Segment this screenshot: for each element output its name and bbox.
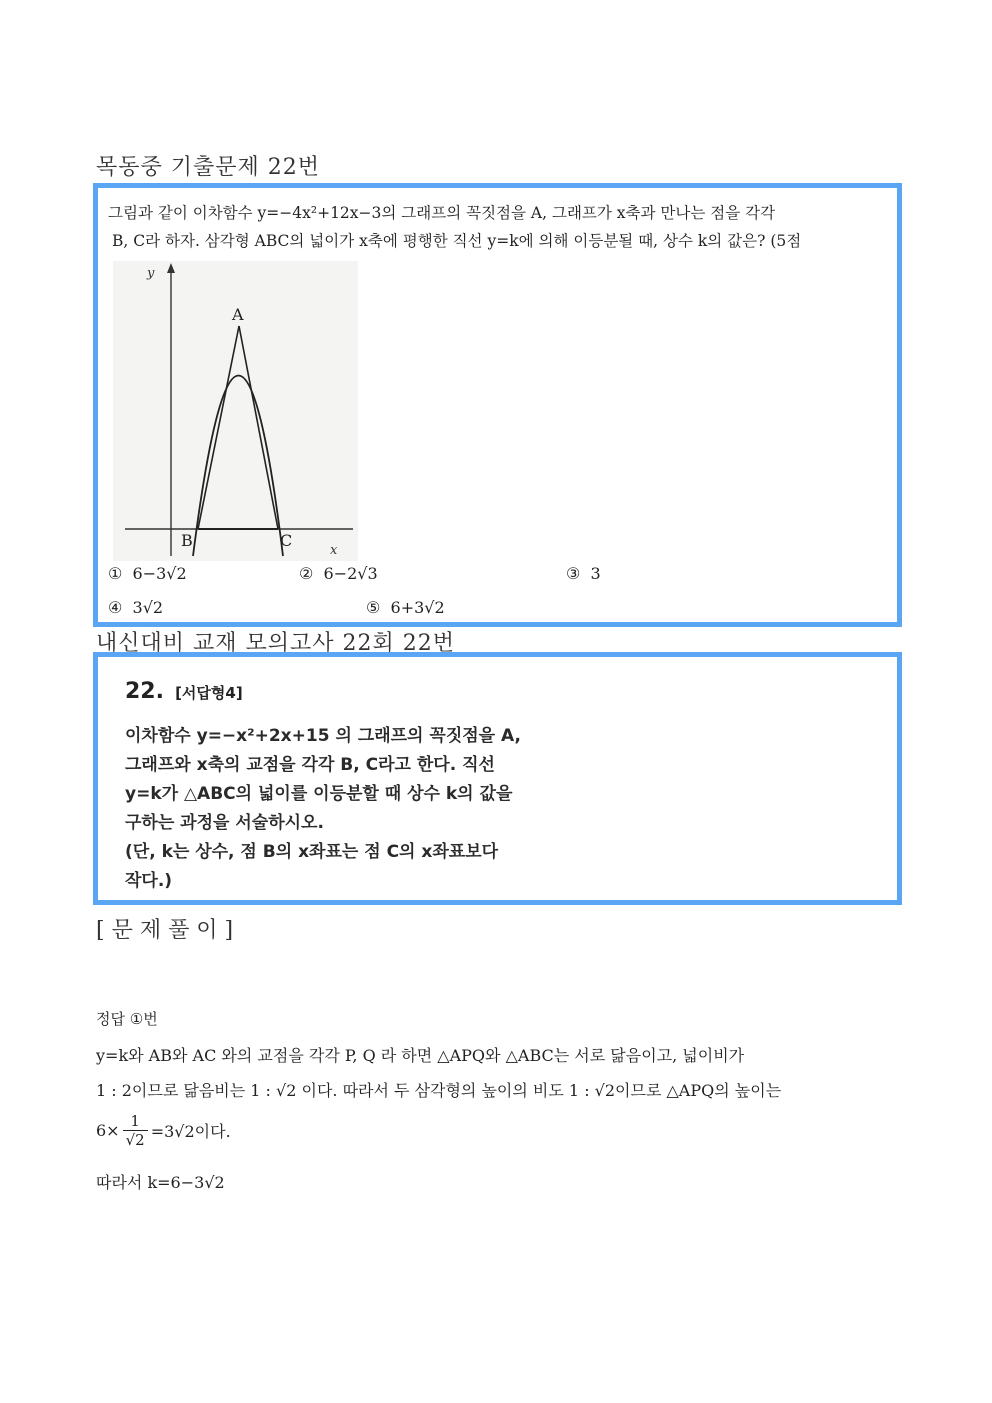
solution-line4: 따라서 k=6−3√2: [96, 1173, 225, 1192]
choice-2-num: ②: [299, 564, 314, 583]
solution-line2: 1 : 2이므로 닮음비는 1 : √2 이다. 따라서 두 삼각형의 높이의 비도 1 : √2이므로 △APQ의 높이는: [96, 1081, 782, 1100]
choice-5-text: 6+3√2: [390, 598, 445, 617]
choice-5: [366, 598, 445, 617]
problem2-line1: 이차함수 y=−x²+2x+15 의 그래프의 꼭짓점을 A,: [125, 726, 521, 746]
parabola-figure: [113, 261, 358, 561]
choice-1-text: 6−3√2: [132, 564, 187, 583]
problem2-box: [93, 652, 902, 905]
problem2-line5: (단, k는 상수, 점 B의 x좌표는 점 C의 x좌표보다: [125, 842, 499, 862]
choice-5-num: ⑤: [366, 598, 381, 617]
choice-4-num: ④: [108, 598, 123, 617]
figure-label-x: x: [330, 543, 338, 558]
problem2-line3: y=k가 △ABC의 넓이를 이등분할 때 상수 k의 값을: [125, 784, 513, 804]
problem2-number: 22.: [125, 679, 164, 704]
problem1-box: [93, 183, 902, 627]
choice-1: [108, 564, 187, 583]
solution-line3-prefix: 6×: [96, 1121, 120, 1140]
problem1-line1: 그림과 같이 이차함수 y=−4x²+12x−3의 그래프의 꼭짓점을 A, 그래프가 x축과 만나는 점을 각각: [108, 204, 776, 222]
figure-label-y: y: [147, 266, 155, 281]
fraction-denominator: √2: [123, 1130, 148, 1149]
problem2-line4: 구하는 과정을 서술하시오.: [125, 813, 324, 833]
choice-4: [108, 598, 163, 617]
solution-line1: y=k와 AB와 AC 와의 교점을 각각 P, Q 라 하면 △APQ와 △ABC는 서로 닮음이고, 넓이비가: [96, 1046, 745, 1065]
problem2-type: [서답형4]: [175, 684, 243, 702]
choice-3-num: ③: [566, 564, 581, 583]
problem2-header: [125, 679, 243, 704]
section2-title: 내신대비 교재 모의고사 22회 22번: [96, 631, 455, 656]
problem1-line2: B, C라 하자. 삼각형 ABC의 넓이가 x축에 평행한 직선 y=k에 의해 이등분될 때, 상수 k의 값은? (5점: [112, 232, 802, 250]
solution-line3-suffix: =3√2이다.: [150, 1122, 231, 1141]
figure-label-c: C: [280, 531, 293, 550]
problem2-line6: 작다.): [125, 871, 173, 891]
choice-3: [566, 564, 601, 583]
solution-answer: 정답 ①번: [96, 1010, 158, 1028]
choice-3-text: 3: [590, 564, 601, 583]
choice-2: [299, 564, 378, 583]
fraction: [123, 1112, 148, 1149]
section1-title: 목동중 기출문제 22번: [96, 155, 320, 180]
problem2-line2: 그래프와 x축의 교점을 각각 B, C라고 한다. 직선: [125, 755, 495, 775]
choice-2-text: 6−2√3: [323, 564, 378, 583]
solution-heading: [ 문 제 풀 이 ]: [96, 918, 234, 943]
choice-4-text: 3√2: [132, 598, 164, 617]
fraction-numerator: 1: [130, 1112, 140, 1130]
figure-label-b: B: [181, 531, 193, 550]
choice-1-num: ①: [108, 564, 123, 583]
figure-label-a: A: [232, 305, 244, 324]
solution-line3: [96, 1112, 231, 1149]
